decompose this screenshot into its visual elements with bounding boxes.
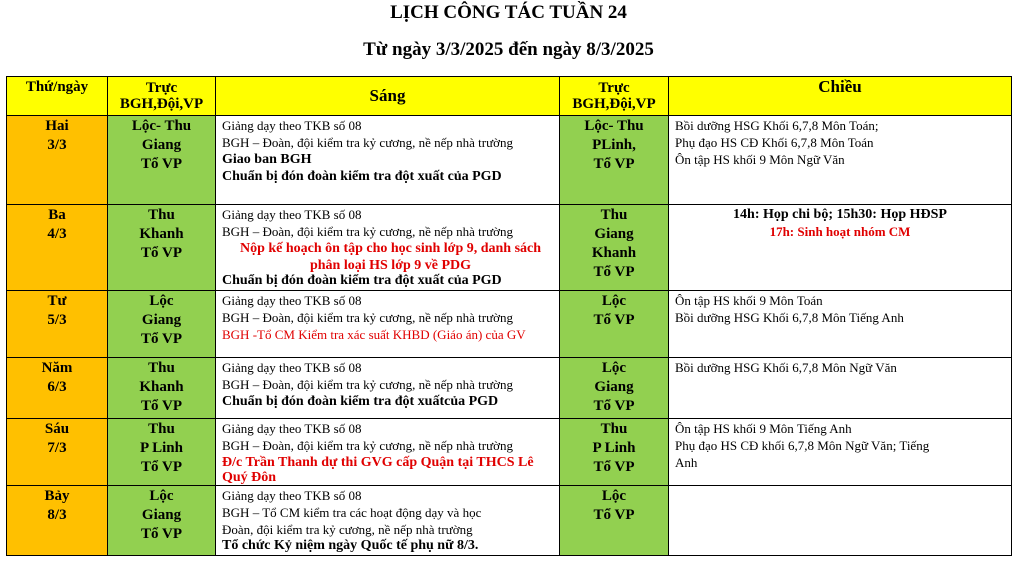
header-duty-morning: Trực BGH,Đội,VP bbox=[108, 77, 216, 116]
duty-afternoon-cell: Thu P Linh Tổ VP bbox=[560, 419, 669, 486]
duty-afternoon-cell: Lộc- Thu PLinh, Tổ VP bbox=[560, 116, 669, 205]
duty-afternoon-cell: Lộc Tổ VP bbox=[560, 291, 669, 358]
header-morning: Sáng bbox=[216, 77, 560, 116]
day-cell: Sáu 7/3 bbox=[7, 419, 108, 486]
day-cell: Tư 5/3 bbox=[7, 291, 108, 358]
table-row bbox=[7, 205, 1012, 291]
duty-morning-cell: Lộc- Thu Giang Tổ VP bbox=[108, 116, 216, 205]
day-cell: Hai 3/3 bbox=[7, 116, 108, 205]
header-duty-afternoon: Trực BGH,Đội,VP bbox=[560, 77, 669, 116]
day-cell: Năm 6/3 bbox=[7, 358, 108, 419]
duty-afternoon-cell: Thu Giang Khanh Tổ VP bbox=[560, 205, 669, 291]
table-row bbox=[7, 486, 1012, 556]
morning-cell: Giảng dạy theo TKB số 08 BGH – Tổ CM kiểm tra các hoạt động dạy và học Đoàn, đội kiểm tra kỷ cương, nề nếp nhà trường Tổ chức Kỷ niệm ngày Quốc tế phụ nữ 8/3. bbox=[216, 486, 560, 556]
duty-afternoon-cell: Lộc Tổ VP bbox=[560, 486, 669, 556]
afternoon-cell bbox=[669, 486, 1012, 556]
afternoon-cell: Ôn tập HS khối 9 Môn Toán Bồi dưỡng HSG Khối 6,7,8 Môn Tiếng Anh bbox=[669, 291, 1012, 358]
header-day: Thứ/ngày bbox=[7, 77, 108, 116]
afternoon-cell: 14h: Họp chi bộ; 15h30: Họp HĐSP 17h: Sinh hoạt nhóm CM bbox=[669, 205, 1012, 291]
morning-cell: Giảng dạy theo TKB số 08 BGH – Đoàn, đội kiểm tra kỷ cương, nề nếp nhà trường Nộp kế hoạch ôn tập cho học sinh lớp 9, danh sách phân loại HS lớp 9 về PDG Chuẩn bị đón đoàn kiểm tra đột xuất của PGD bbox=[216, 205, 560, 291]
schedule-table bbox=[6, 76, 1012, 556]
morning-cell: Giảng dạy theo TKB số 08 BGH – Đoàn, đội kiểm tra kỷ cương, nề nếp nhà trường Đ/c Trần Thanh dự thi GVG cấp Quận tại THCS Lê Quý Đôn bbox=[216, 419, 560, 486]
day-cell: Ba 4/3 bbox=[7, 205, 108, 291]
header-row bbox=[7, 77, 1012, 116]
table-row bbox=[7, 291, 1012, 358]
table-row bbox=[7, 419, 1012, 486]
schedule-title: LỊCH CÔNG TÁC TUẦN 24 bbox=[390, 2, 627, 23]
duty-morning-cell: Thu Khanh Tổ VP bbox=[108, 205, 216, 291]
duty-morning-cell: Lộc Giang Tổ VP bbox=[108, 291, 216, 358]
duty-morning-cell: Thu Khanh Tổ VP bbox=[108, 358, 216, 419]
duty-afternoon-cell: Lộc Giang Tổ VP bbox=[560, 358, 669, 419]
afternoon-cell: Ôn tập HS khối 9 Môn Tiếng Anh Phụ đạo HS CĐ khối 6,7,8 Môn Ngữ Văn; Tiếng Anh bbox=[669, 419, 1012, 486]
afternoon-cell: Bồi dưỡng HSG Khối 6,7,8 Môn Toán; Phụ đạo HS CĐ Khối 6,7,8 Môn Toán Ôn tập HS khối 9 Môn Ngữ Văn bbox=[669, 116, 1012, 205]
table-row bbox=[7, 358, 1012, 419]
schedule-date-range: Từ ngày 3/3/2025 đến ngày 8/3/2025 bbox=[363, 39, 654, 60]
header-afternoon: Chiều bbox=[669, 77, 1012, 116]
day-cell: Bảy 8/3 bbox=[7, 486, 108, 556]
morning-cell: Giảng dạy theo TKB số 08 BGH – Đoàn, đội kiểm tra kỷ cương, nề nếp nhà trường BGH -Tổ CM Kiểm tra xác suất KHBD (Giáo án) của GV bbox=[216, 291, 560, 358]
morning-cell: Giảng dạy theo TKB số 08 BGH – Đoàn, đội kiểm tra kỷ cương, nề nếp nhà trường Giao ban BGH Chuẩn bị đón đoàn kiểm tra đột xuất của PGD bbox=[216, 116, 560, 205]
morning-cell: Giảng dạy theo TKB số 08 BGH – Đoàn, đội kiểm tra kỷ cương, nề nếp nhà trường Chuẩn bị đón đoàn kiểm tra đột xuấtcủa PGD bbox=[216, 358, 560, 419]
afternoon-cell: Bồi dưỡng HSG Khối 6,7,8 Môn Ngữ Văn bbox=[669, 358, 1012, 419]
duty-morning-cell: Thu P Linh Tổ VP bbox=[108, 419, 216, 486]
duty-morning-cell: Lộc Giang Tổ VP bbox=[108, 486, 216, 556]
table-row bbox=[7, 116, 1012, 205]
